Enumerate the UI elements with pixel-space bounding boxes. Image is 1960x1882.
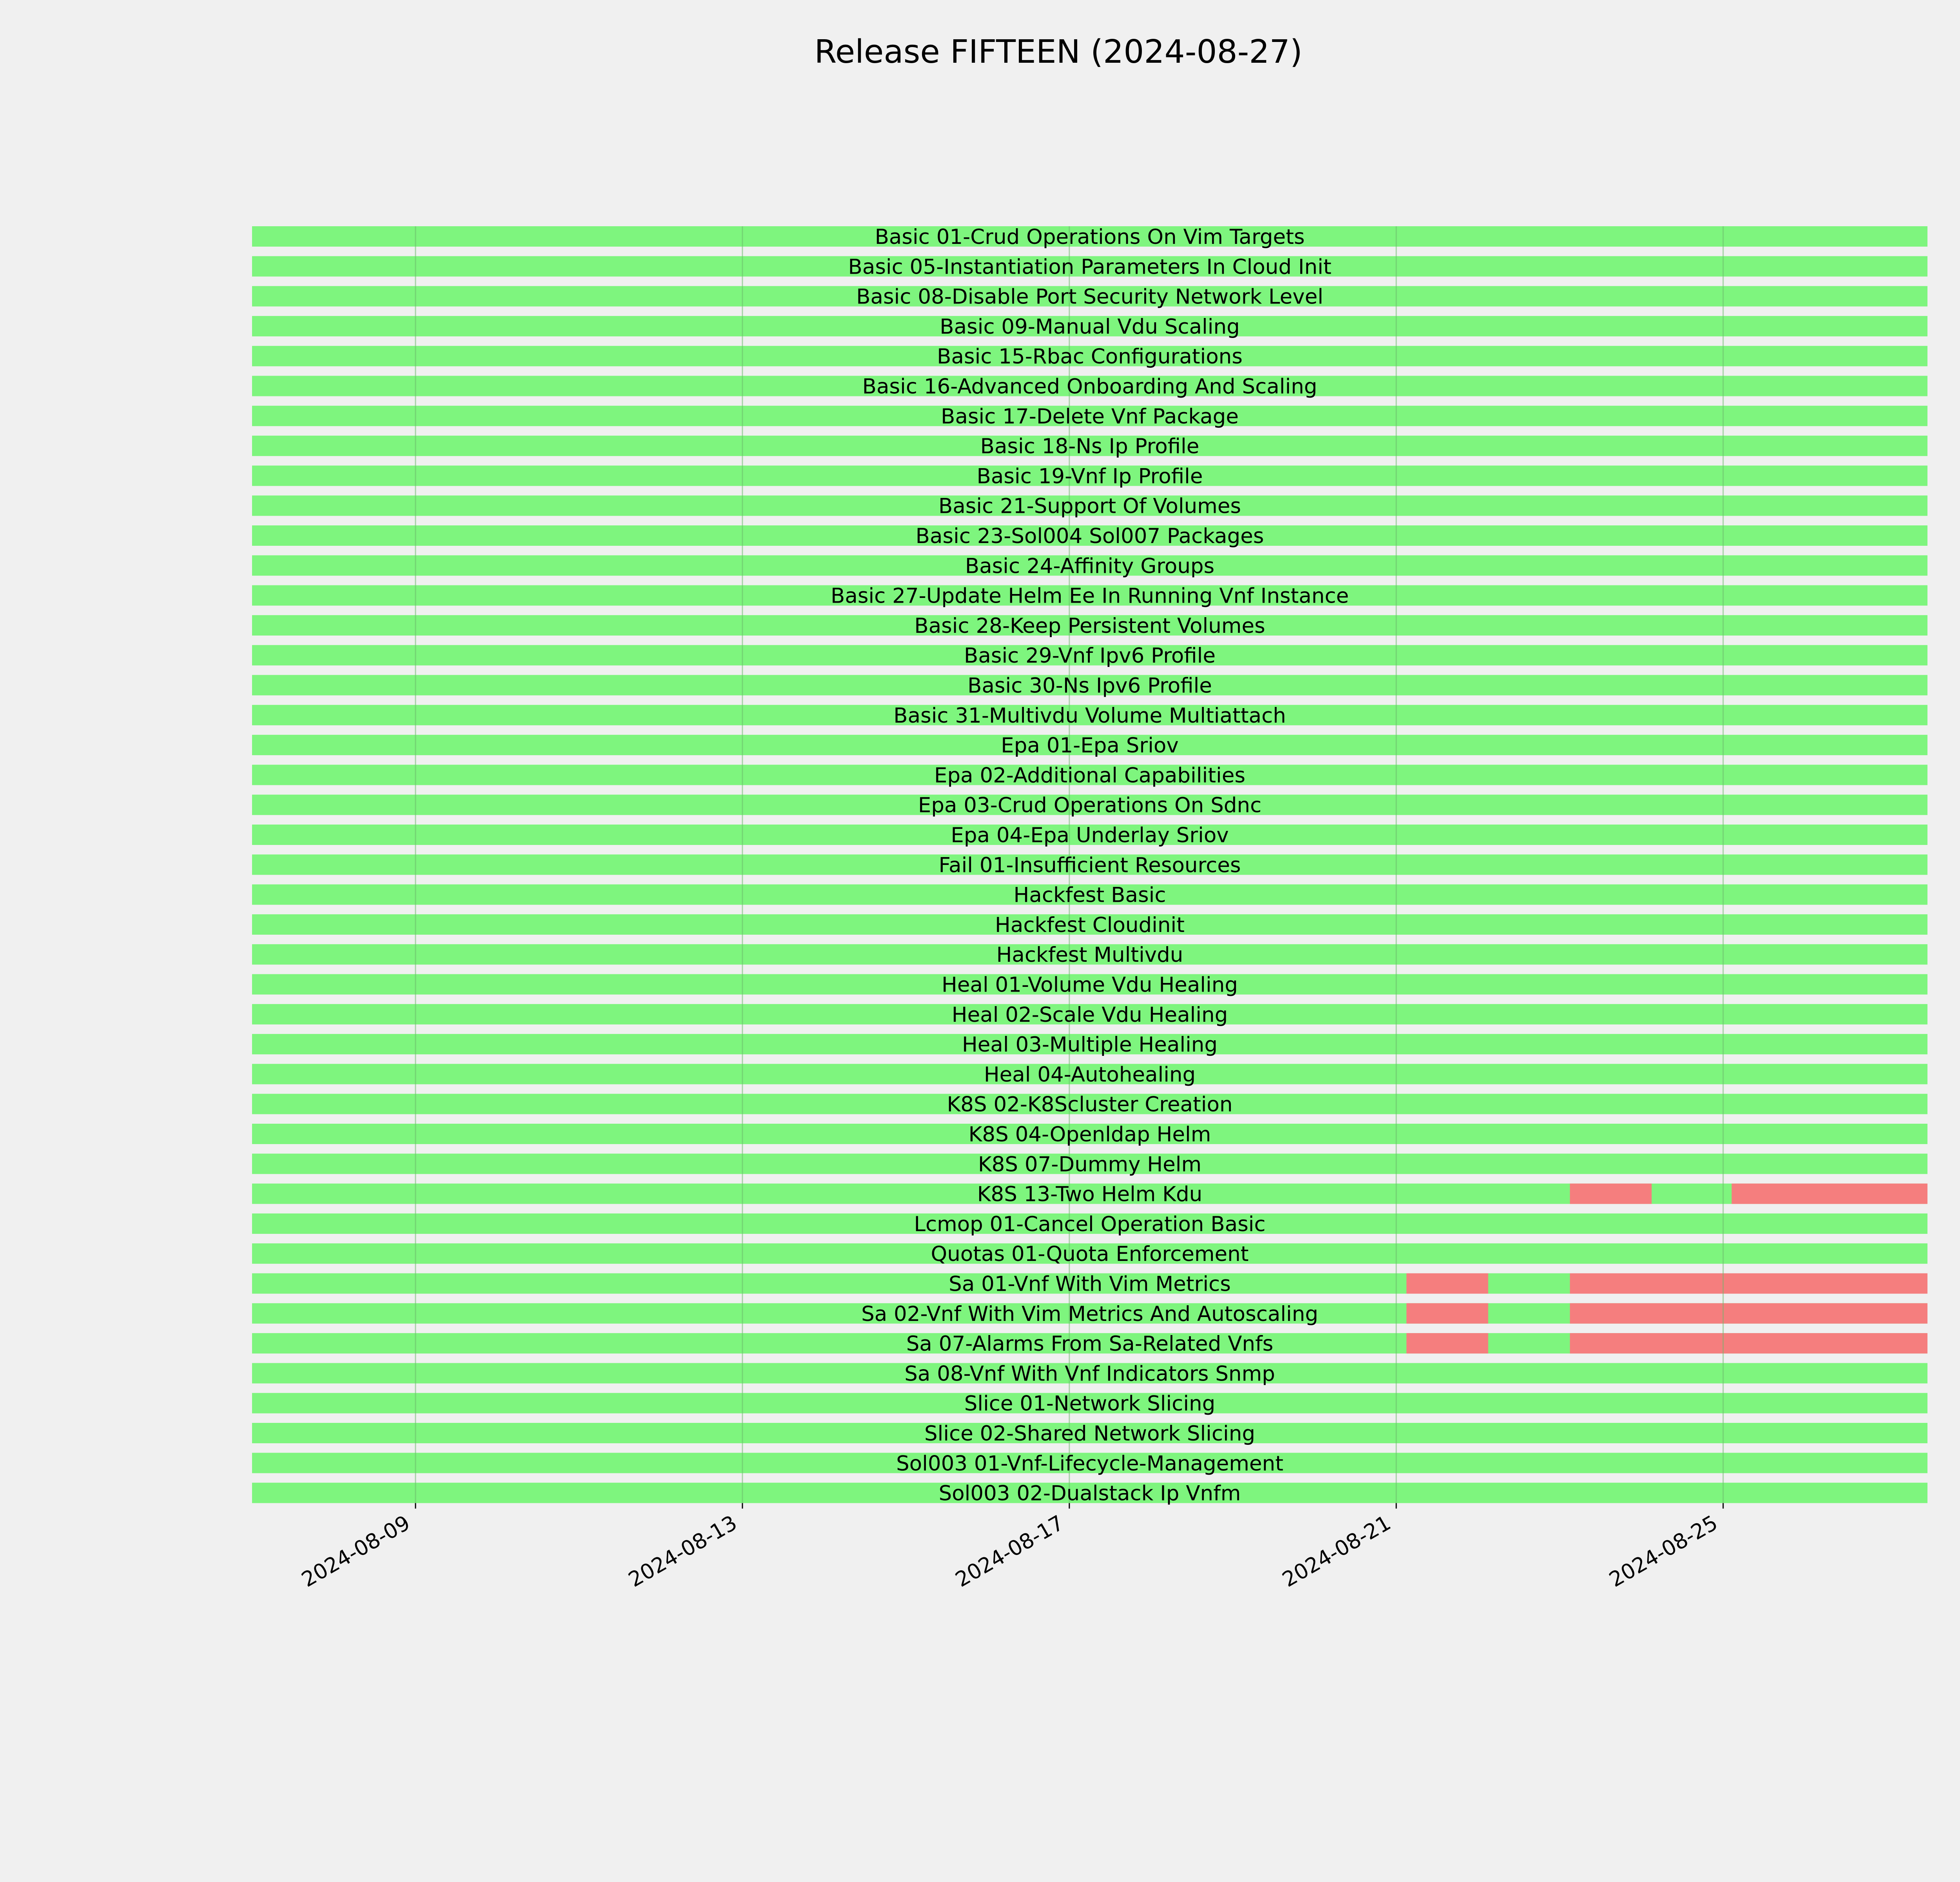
bar-label: K8S 04-Openldap Helm: [968, 1123, 1211, 1146]
bar-label: Slice 01-Network Slicing: [964, 1392, 1216, 1416]
bar-segment-fail: [1406, 1303, 1488, 1324]
bar-label: K8S 02-K8Scluster Creation: [947, 1092, 1233, 1117]
bar-label: Epa 02-Additional Capabilities: [934, 763, 1245, 788]
bar-label: Epa 04-Epa Underlay Sriov: [951, 823, 1229, 847]
bar-label: Basic 18-Ns Ip Profile: [980, 434, 1200, 459]
bar-label: Epa 01-Epa Sriov: [1001, 734, 1179, 758]
bar-segment-fail: [1731, 1184, 1927, 1204]
x-axis-ticks: [298, 1511, 1722, 1592]
bar-segment-fail: [1570, 1303, 1927, 1324]
bar-label: Basic 16-Advanced Onboarding And Scaling: [862, 374, 1318, 399]
bar-segment-fail: [1570, 1273, 1927, 1294]
bar-label: Slice 02-Shared Network Slicing: [924, 1422, 1256, 1446]
bar-label: Heal 03-Multiple Healing: [962, 1033, 1218, 1057]
bar-label: K8S 13-Two Helm Kdu: [977, 1182, 1203, 1206]
bar-label: Basic 28-Keep Persistent Volumes: [914, 614, 1265, 638]
chart-title: Release FIFTEEN (2024-08-27): [814, 33, 1303, 71]
bar-label: Basic 08-Disable Port Security Network Level: [856, 285, 1323, 309]
bar-label: Basic 24-Affinity Groups: [965, 554, 1215, 578]
bar-label: Sa 02-Vnf With Vim Metrics And Autoscaling: [861, 1302, 1318, 1326]
bar-label: K8S 07-Dummy Helm: [978, 1152, 1202, 1177]
bar-label: Hackfest Cloudinit: [995, 913, 1185, 937]
bar-label: Heal 01-Volume Vdu Healing: [942, 973, 1238, 997]
bar-segment-fail: [1570, 1333, 1927, 1353]
bar-label: Basic 05-Instantiation Parameters In Cloud Init: [848, 255, 1332, 279]
bar-label: Basic 21-Support Of Volumes: [938, 494, 1241, 518]
bar-label: Sol003 01-Vnf-Lifecycle-Management: [896, 1451, 1283, 1476]
bar-label: Basic 27-Update Helm Ee In Running Vnf Instance: [831, 584, 1349, 608]
bar-label: Basic 31-Multivdu Volume Multiattach: [893, 703, 1286, 728]
x-tick-label: 2024-08-21: [1278, 1511, 1395, 1592]
bar-label: Epa 03-Crud Operations On Sdnc: [918, 793, 1262, 817]
bar-label: Basic 30-Ns Ipv6 Profile: [967, 674, 1212, 698]
bar-label: Heal 02-Scale Vdu Healing: [951, 1003, 1228, 1027]
bar-segment-fail: [1406, 1273, 1488, 1294]
bar-segment-fail: [1570, 1184, 1651, 1204]
bar-label: Basic 29-Vnf Ipv6 Profile: [964, 644, 1216, 668]
bar-label: Basic 09-Manual Vdu Scaling: [940, 314, 1240, 339]
bar-label: Quotas 01-Quota Enforcement: [931, 1242, 1249, 1266]
bar-label: Basic 23-Sol004 Sol007 Packages: [915, 524, 1264, 548]
bar-label: Basic 17-Delete Vnf Package: [941, 404, 1239, 429]
bar-label: Basic 15-Rbac Configurations: [937, 345, 1243, 369]
bar-label: Fail 01-Insufficient Resources: [938, 853, 1241, 877]
bar-label: Hackfest Multivdu: [996, 943, 1183, 967]
bar-label: Lcmop 01-Cancel Operation Basic: [914, 1212, 1266, 1236]
x-tick-label: 2024-08-17: [951, 1511, 1068, 1592]
bar-label: Sa 01-Vnf With Vim Metrics: [949, 1272, 1231, 1296]
bar-segment-fail: [1406, 1333, 1488, 1353]
bar-label: Basic 01-Crud Operations On Vim Targets: [875, 225, 1305, 249]
x-tick-label: 2024-08-13: [624, 1511, 741, 1592]
bar-label: Heal 04-Autohealing: [984, 1063, 1196, 1087]
bar-label: Sa 08-Vnf With Vnf Indicators Snmp: [904, 1362, 1275, 1386]
bar-label: Sol003 02-Dualstack Ip Vnfm: [938, 1481, 1241, 1506]
x-tick-label: 2024-08-09: [298, 1511, 414, 1592]
bar-label: Basic 19-Vnf Ip Profile: [976, 464, 1203, 489]
bar-label: Sa 07-Alarms From Sa-Related Vnfs: [906, 1332, 1274, 1356]
x-tick-label: 2024-08-25: [1605, 1511, 1722, 1592]
bar-label: Hackfest Basic: [1013, 883, 1166, 907]
